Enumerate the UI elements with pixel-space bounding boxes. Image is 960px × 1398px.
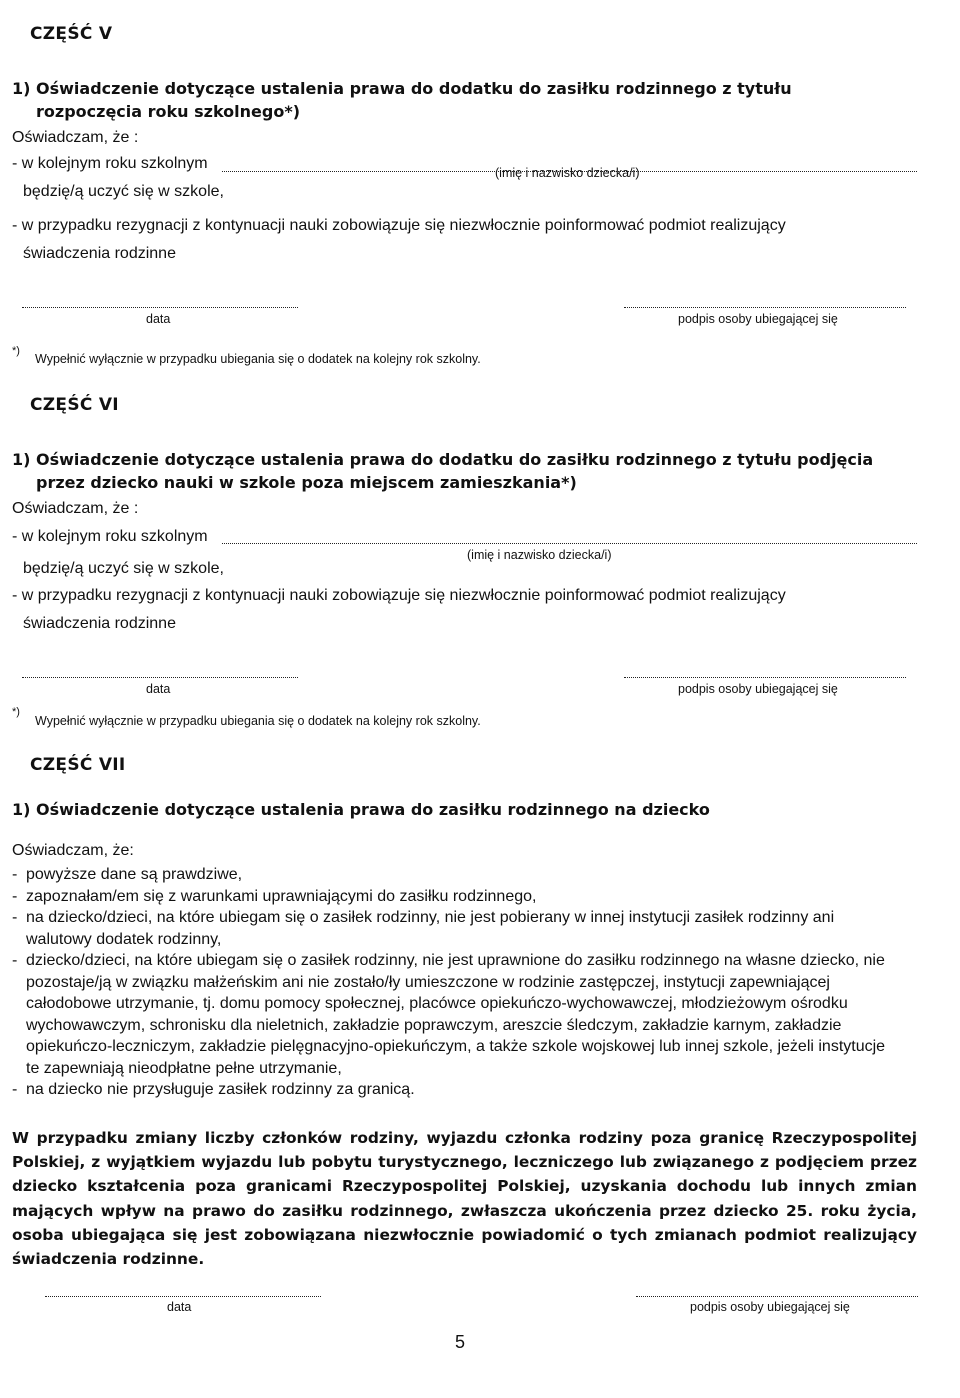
part7-date-caption: data <box>167 1300 192 1314</box>
list-item-text: na dziecko/dzieci, na które ubiegam się o zasiłek rodzinny, nie jest pobierany w innej instytucji zasiłek rodzinny ani walutowy dodatek rodzinny, <box>26 909 835 948</box>
part7-declaration-list <box>12 864 892 1101</box>
part6-line-resign1: - w przypadku rezygnacji z kontynuacji nauki zobowiązuje się niezwłocznie poinformować podmiot realizujący <box>12 587 786 604</box>
part7-sign-caption: podpis osoby ubiegającej się <box>690 1300 850 1314</box>
part6-note-star: *) <box>12 706 20 718</box>
part6-signature-field[interactable] <box>624 677 906 678</box>
page-number: 5 <box>455 1332 466 1352</box>
part5-signature-field[interactable] <box>624 307 906 308</box>
list-item <box>12 864 892 886</box>
list-dash: - <box>12 1081 18 1098</box>
part5-line-resign1: - w przypadku rezygnacji z kontynuacji nauki zobowiązuje się niezwłocznie poinformować podmiot realizujący <box>12 217 786 234</box>
part5-line-resign2: świadczenia rodzinne <box>23 245 176 262</box>
part6-title: CZĘŚĆ VI <box>30 395 119 415</box>
list-item <box>12 886 892 908</box>
part5-heading-line1: 1) Oświadczenie dotyczące ustalenia prawa do dodatku do zasiłku rodzinnego z tytułu <box>12 79 792 98</box>
part5-sign-caption: podpis osoby ubiegającej się <box>678 312 838 326</box>
part6-line-school: będzię/ą uczyć się w szkole, <box>23 560 224 577</box>
part5-child-caption: (imię i nazwisko dziecka/i) <box>495 166 640 180</box>
part5-heading-line2: rozpoczęcia roku szkolnego*) <box>36 102 300 121</box>
list-item-text: na dziecko nie przysługuje zasiłek rodzinny za granicą. <box>26 1081 415 1098</box>
part5-date-caption: data <box>146 312 171 326</box>
part5-line-school: będzię/ą uczyć się w szkole, <box>23 183 224 200</box>
part5-note: Wypełnić wyłącznie w przypadku ubiegania się o dodatek na kolejny rok szkolny. <box>35 352 481 366</box>
part7-title: CZĘŚĆ VII <box>30 755 126 775</box>
part7-signature-field[interactable] <box>636 1296 918 1297</box>
part6-child-name-field[interactable] <box>222 543 917 544</box>
list-item <box>12 907 892 950</box>
list-dash: - <box>12 952 18 969</box>
part5-note-star: *) <box>12 345 20 357</box>
part6-line-resign2: świadczenia rodzinne <box>23 615 176 632</box>
part5-declare: Oświadczam, że : <box>12 129 139 146</box>
part6-line-child: - w kolejnym roku szkolnym <box>12 528 208 545</box>
list-item <box>12 1079 892 1101</box>
part6-heading-line2: przez dziecko nauki w szkole poza miejscem zamieszkania*) <box>36 473 577 492</box>
part6-heading-line1: 1) Oświadczenie dotyczące ustalenia prawa do dodatku do zasiłku rodzinnego z tytułu podjęcia <box>12 450 874 469</box>
part6-heading <box>12 448 942 494</box>
list-item <box>12 950 892 1079</box>
part5-line-child: - w kolejnym roku szkolnym <box>12 155 208 172</box>
part7-heading: 1) Oświadczenie dotyczące ustalenia prawa do zasiłku rodzinnego na dziecko <box>12 800 710 819</box>
part6-child-caption: (imię i nazwisko dziecka/i) <box>467 548 612 562</box>
part7-change-notice: W przypadku zmiany liczby członków rodziny, wyjazdu członka rodziny poza granicę Rzeczypospolitej Polskiej, z wyjątkiem wyjazdu lub pobytu turystycznego, leczniczego lub związanego z podjęciem przez dziecko kształcenia poza granicami Rzeczypospolitej Polskiej, uzyskania dochodu lub innych zmian mających wpływ na prawo do zasiłku rodzinnego, zwłaszcza ukończenia przez dziecko 25. roku życia, osoba ubiegająca się jest zobowiązana niezwłocznie powiadomić o tych zmianach podmiot realizujący świadczenia rodzinne. <box>12 1129 917 1269</box>
list-dash: - <box>12 909 18 926</box>
part5-date-field[interactable] <box>22 307 298 308</box>
part6-note: Wypełnić wyłącznie w przypadku ubiegania się o dodatek na kolejny rok szkolny. <box>35 714 481 728</box>
list-dash: - <box>12 866 18 883</box>
part5-title: CZĘŚĆ V <box>30 24 113 44</box>
part7-date-field[interactable] <box>45 1296 321 1297</box>
list-item-text: dziecko/dzieci, na które ubiegam się o zasiłek rodzinny, nie jest uprawnione do zasiłku rodzinnego na własne dziecko, nie pozostaje/ją w związku małżeńskim ani nie zostało/ły umieszczone w rodzinie zastępczej, instytucji zapewniającej całodobowe utrzymanie, tj. domu pomocy społecznej, placówce opiekuńczo-wychowawczej, młodzieżowym ośrodku wychowawczym, schronisku dla nieletnich, zakładzie poprawczym, areszcie śledczym, zakładzie karnym, zakładzie opiekuńczo-leczniczym, zakładzie pielęgnacyjno-opiekuńczym, a także szkole wojskowej lub innej szkole, jeżeli instytucje te zapewniają nieodpłatne pełne utrzymanie, <box>26 952 886 1077</box>
list-dash: - <box>12 887 18 905</box>
part6-date-field[interactable] <box>22 677 298 678</box>
part5-heading <box>12 77 942 123</box>
part6-declare: Oświadczam, że : <box>12 500 139 517</box>
part7-declare: Oświadczam, że: <box>12 842 134 859</box>
list-item-text: powyższe dane są prawdziwe, <box>26 866 243 883</box>
part6-date-caption: data <box>146 682 171 696</box>
list-item-text: zapoznałam/em się z warunkami uprawniającymi do zasiłku rodzinnego, <box>26 887 537 905</box>
part6-sign-caption: podpis osoby ubiegającej się <box>678 682 838 696</box>
